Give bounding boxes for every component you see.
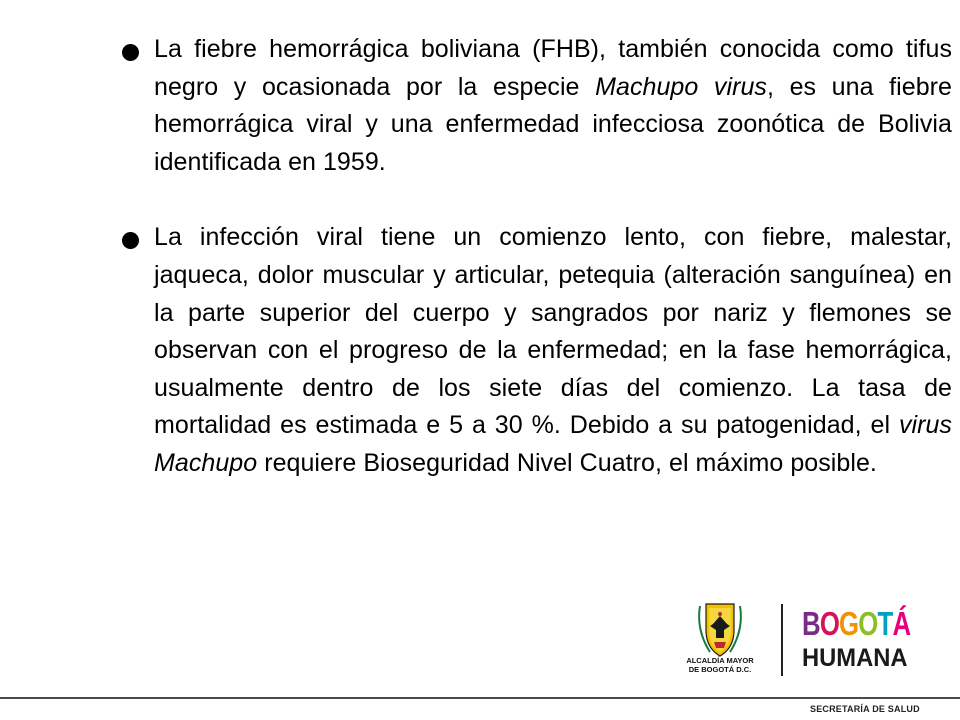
bullet-text [154,31,952,181]
logo-area [680,596,940,686]
bullet-dot [122,44,139,61]
brand-letter: O [819,605,840,642]
brand-letter: T [877,605,893,642]
bullet-dot [122,232,139,249]
text-segment: La infección viral tiene un comienzo lento, con fiebre, malestar, jaqueca, dolor muscular y articular, petequia (alteración sanguínea) en la parte superior del cuerpo y sangrados por nariz y flemones se observan con el progreso de la enfermedad; en la fase hemorrágica, usualmente dentro de los siete días del comienzo. La tasa de mortalidad es estimada e 5 a 30 %. Debido a su patogenidad, el [154,223,952,440]
bullet-text [154,219,952,482]
bullet-item-infeccion [118,219,952,482]
brand-letter: B [802,605,820,642]
alcaldia-line-1: ALCALDÍA MAYOR [686,656,754,665]
brand-letter: O [858,605,878,642]
alcaldia-caption [666,656,774,674]
text-segment: requiere Bioseguridad Nivel Cuatro, el máximo posible. [257,448,877,477]
brand-letter: G [839,605,859,642]
brand-tagline: HUMANA [802,644,908,672]
text-segment: , es una fiebre hemorrágica viral y una enfermedad infecciosa zoonótica de Bolivia identificada en 1959. [154,72,952,176]
logo-divider [781,604,783,676]
brand-wordmark [802,606,910,642]
text-segment: La fiebre hemorrágica boliviana (FHB), también conocida como tifus negro y ocasionada por la especie [154,35,952,101]
bogota-humana-logo [802,606,932,676]
italic-term: virus Machupo [154,411,952,477]
footer-rule [0,697,960,699]
italic-term: Machupo virus [595,72,767,101]
brand-letter: Á [892,605,911,642]
slide-body [118,6,952,508]
alcaldia-line-2: DE BOGOTÁ D.C. [688,665,752,674]
bullet-item-fhb [118,31,952,181]
footer-label: SECRETARÍA DE SALUD [810,704,920,714]
